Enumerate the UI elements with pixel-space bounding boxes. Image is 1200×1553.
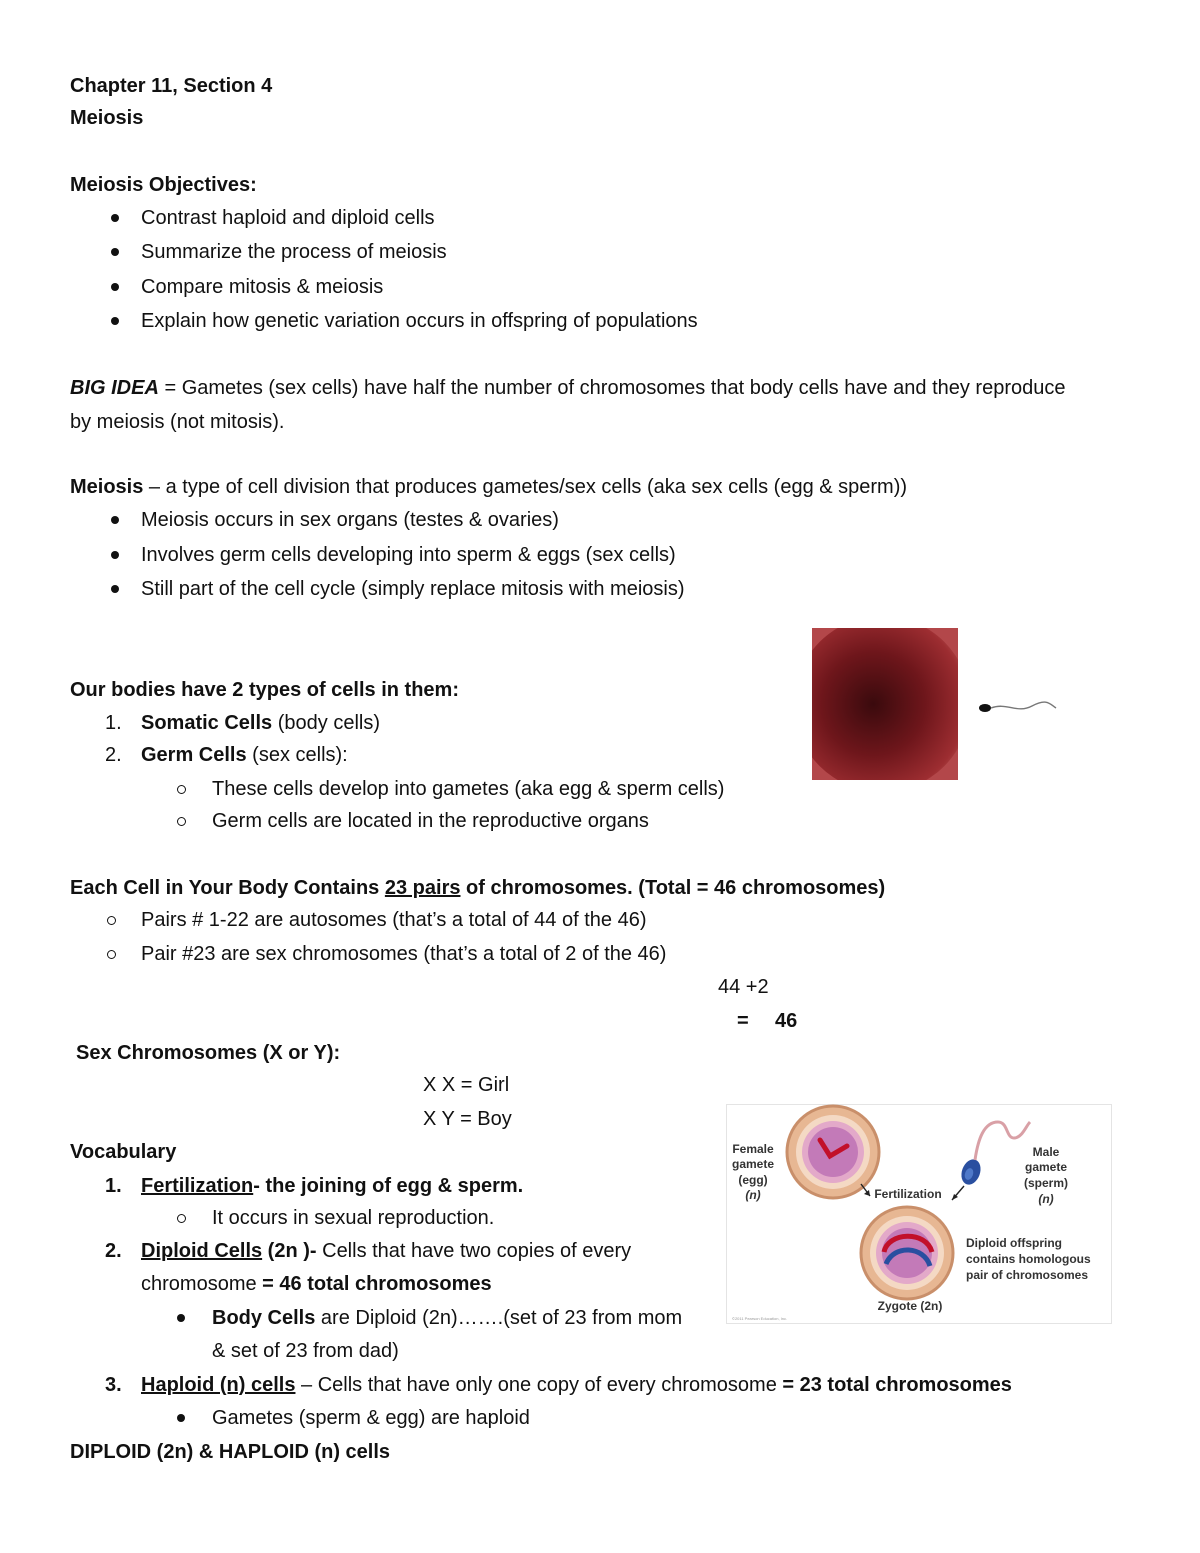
circle-bullet-icon [107,950,116,959]
diploid-label-1: Diploid offspring [966,1236,1062,1250]
bullet-icon [177,1314,185,1322]
gametes-item: Gametes (sperm & egg) are haploid [212,1407,530,1429]
bullet-icon [111,585,119,593]
objectives-title: Meiosis Objectives: [70,174,257,196]
male-label-1: Male [1032,1145,1060,1159]
sex-chromosomes-item: Pair #23 are sex chromosomes (that’s a total of 2 of the 46) [141,943,667,965]
list-number: 1. [105,1175,122,1197]
diploid-item [141,1239,631,1263]
female-label-3: (egg) [738,1173,768,1187]
chromosomes-title [70,876,885,900]
big-idea-line-2: by meiosis (not mitosis). [70,411,285,433]
chromosomes-title-pairs: 23 pairs [384,877,461,899]
math-total: 46 [775,1010,798,1032]
objective-item: Contrast haploid and diploid cells [141,207,435,229]
male-label-2: gamete [1024,1160,1068,1174]
bullet-icon [111,551,119,559]
bullet-icon [177,1414,185,1422]
bullet-icon [111,317,119,325]
list-number: 3. [105,1374,122,1396]
chromosomes-title-b: of chromosomes. (Total = 46 chromosomes) [460,877,886,899]
germ-cells-sub: These cells develop into gametes (aka egg & sperm cells) [212,778,725,800]
male-label-4: (n) [1038,1192,1054,1206]
somatic-cells-desc: (body cells) [272,712,380,734]
male-label-3: (sperm) [1023,1176,1069,1190]
somatic-cells-term: Somatic Cells [141,712,273,734]
body-cells-item [212,1306,682,1330]
list-number: 2. [105,1240,122,1262]
big-idea-label: BIG IDEA [70,377,159,399]
math-addition: 44 +2 [718,976,769,998]
circle-bullet-icon [177,817,186,826]
boy-rule: X Y = Boy [423,1108,512,1130]
germ-cells-sub: Germ cells are located in the reproductive organs [212,810,649,832]
cell-types-title: Our bodies have 2 types of cells in them: [70,679,459,701]
diploid-definition: Cells that have two copies of every [316,1240,632,1262]
circle-bullet-icon [177,785,186,794]
objective-item: Summarize the process of meiosis [141,241,447,263]
body-cells-line-2: & set of 23 from dad) [212,1340,399,1362]
fertilization-label: Fertilization [874,1187,942,1201]
bullet-icon [111,248,119,256]
meiosis-bullet: Meiosis occurs in sex organs (testes & ovaries) [141,509,559,531]
diploid-label-2: contains homologous [966,1252,1091,1266]
meiosis-bullet: Involves germ cells developing into sperm & eggs (sex cells) [141,544,676,566]
bullet-icon [111,283,119,291]
fertilization-term: Fertilization [141,1175,254,1197]
circle-bullet-icon [177,1214,186,1223]
haploid-term: Haploid (n) cells [141,1374,296,1396]
fertilization-sub: It occurs in sexual reproduction. [212,1207,495,1229]
topic-heading: Meiosis [70,107,144,129]
sex-chromosomes-title: Sex Chromosomes (X or Y): [76,1042,341,1064]
egg-and-sperm-image [812,628,1062,780]
list-number: 2. [105,744,122,766]
diploid-label-3: pair of chromosomes [966,1268,1089,1282]
haploid-item [141,1373,1012,1397]
chromosomes-title-a: Each Cell in Your Body Contains [70,877,385,899]
zygote-illustration [861,1207,953,1299]
haploid-total: = 23 total chromosomes [782,1374,1012,1396]
germ-cells-desc: (sex cells): [246,744,348,766]
math-equals: = [737,1010,749,1032]
circle-bullet-icon [107,916,116,925]
list-number: 1. [105,712,122,734]
diploid-line-2-a: chromosome [141,1273,263,1295]
autosomes-item: Pairs # 1-22 are autosomes (that’s a total of 44 of the 46) [141,909,647,931]
meiosis-term: Meiosis [70,476,144,498]
somatic-cells-item [141,711,380,735]
body-cells-desc: are Diploid (2n)…….(set of 23 from mom [315,1307,683,1329]
female-label-4: (n) [745,1188,761,1202]
zygote-label: Zygote (2n) [877,1299,943,1313]
diploid-total: = 46 total chromosomes [262,1273,492,1295]
egg-cell-illustration [787,1106,879,1198]
haploid-definition: – Cells that have only one copy of every chromosome [295,1374,783,1396]
meiosis-definition-text: – a type of cell division that produces gametes/sex cells (aka sex cells (egg & sperm)) [143,476,908,498]
objective-item: Explain how genetic variation occurs in offspring of populations [141,310,698,332]
female-label-1: Female [732,1142,774,1156]
diploid-line-2 [141,1272,492,1296]
copyright-text: ©2011 Pearson Education, Inc. [732,1316,788,1321]
diploid-term: Diploid Cells [141,1240,263,1262]
fertilization-item [141,1174,523,1198]
big-idea-text: = Gametes (sex cells) have half the number of chromosomes that body cells have and they reproduce [158,377,1066,399]
fertilization-definition: - the joining of egg & sperm. [253,1175,524,1197]
germ-cells-term: Germ Cells [141,744,247,766]
big-idea-line [70,376,1066,400]
girl-rule: X X = Girl [423,1074,510,1096]
female-label-2: gamete [731,1157,775,1171]
bullet-icon [111,516,119,524]
meiosis-bullet: Still part of the cell cycle (simply replace mitosis with meiosis) [141,578,685,600]
meiosis-definition [70,475,907,499]
objective-item: Compare mitosis & meiosis [141,276,384,298]
bullet-icon [111,214,119,222]
diploid-notation: (2n )- [262,1240,317,1262]
germ-cells-item [141,743,348,767]
fertilization-diagram [726,1104,1112,1324]
body-cells-term: Body Cells [212,1307,316,1329]
vocabulary-title: Vocabulary [70,1141,177,1163]
chapter-heading: Chapter 11, Section 4 [70,75,273,97]
diploid-haploid-heading: DIPLOID (2n) & HAPLOID (n) cells [70,1441,391,1463]
